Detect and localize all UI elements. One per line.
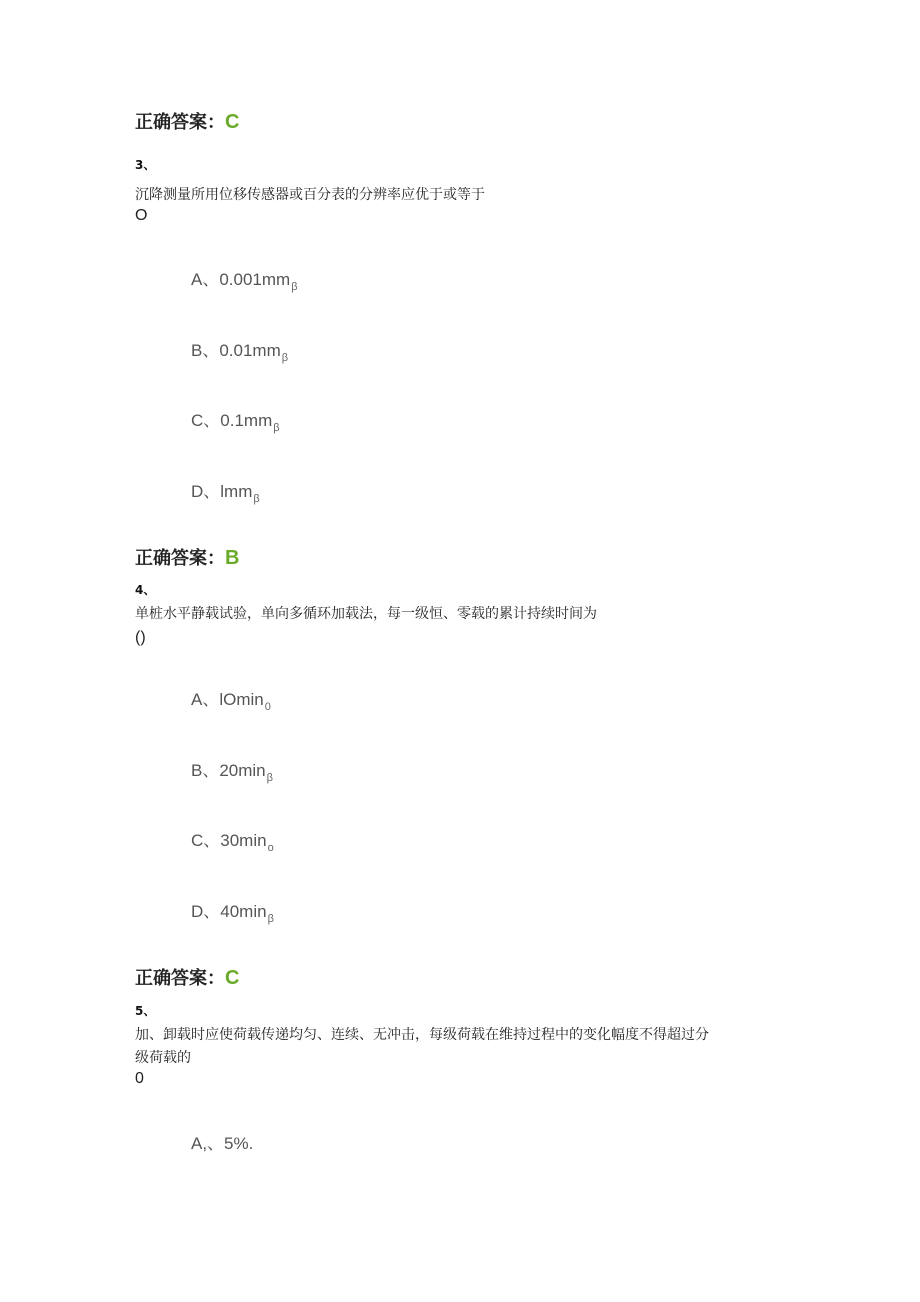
option-subscript: β: [253, 493, 260, 505]
option-text: D、40min: [191, 902, 267, 921]
question-5-text-line-1: 加、卸载时应使荷载传递均匀、连续、无冲击，每级荷载在维持过程中的变化幅度不得超过分: [135, 1027, 709, 1043]
option-text: B、20min: [191, 761, 266, 780]
question-3-number: 3、: [135, 158, 156, 172]
correct-answer-label: 正确答案：: [135, 112, 225, 133]
question-5-option-a[interactable]: [191, 1129, 253, 1154]
question-3-option-b[interactable]: [191, 336, 288, 364]
option-text: D、lmm: [191, 482, 253, 501]
correct-answer-letter: C: [225, 967, 240, 989]
correct-answer-3: [135, 964, 239, 990]
correct-answer-label: 正确答案：: [135, 548, 225, 569]
question-3-option-c[interactable]: [191, 406, 280, 434]
question-3-option-a[interactable]: [191, 265, 298, 293]
correct-answer-letter: C: [225, 111, 240, 133]
option-text: A、lOmin: [191, 690, 264, 709]
correct-answer-1: [135, 108, 239, 134]
option-text: C、0.1mm: [191, 411, 273, 430]
option-subscript: β: [291, 281, 298, 293]
question-3-blank: O: [135, 207, 148, 224]
question-4-number: 4、: [135, 583, 156, 597]
correct-answer-label: 正确答案：: [135, 968, 225, 989]
option-subscript: 0: [264, 701, 271, 713]
option-text: A,、5%.: [191, 1134, 254, 1153]
question-4-option-b[interactable]: [191, 756, 273, 784]
option-subscript: β: [273, 422, 280, 434]
question-3-text: 沉降测量所用位移传感器或百分表的分辨率应优于或等于: [135, 187, 485, 203]
question-5-blank: 0: [135, 1070, 144, 1087]
question-3-option-d[interactable]: [191, 477, 260, 505]
option-text: B、0.01mm: [191, 341, 281, 360]
question-4-text: 单桩水平静载试验，单向多循环加载法，每一级恒、零载的累计持续时间为: [135, 606, 597, 622]
question-5-text-line-2: 级荷载的: [135, 1050, 191, 1066]
option-subscript: β: [281, 352, 289, 364]
option-subscript: o: [267, 842, 274, 854]
option-text: C、30min: [191, 831, 267, 850]
question-5-number: 5、: [135, 1004, 156, 1018]
correct-answer-2: [135, 544, 239, 570]
question-4-option-d[interactable]: [191, 897, 274, 925]
question-4-blank: (): [135, 629, 146, 646]
option-subscript: β: [266, 772, 273, 784]
question-4-option-c[interactable]: [191, 826, 274, 854]
correct-answer-letter: B: [225, 547, 240, 569]
option-subscript: β: [267, 913, 274, 925]
option-text: A、0.001mm: [191, 270, 291, 289]
question-4-option-a[interactable]: [191, 685, 271, 713]
